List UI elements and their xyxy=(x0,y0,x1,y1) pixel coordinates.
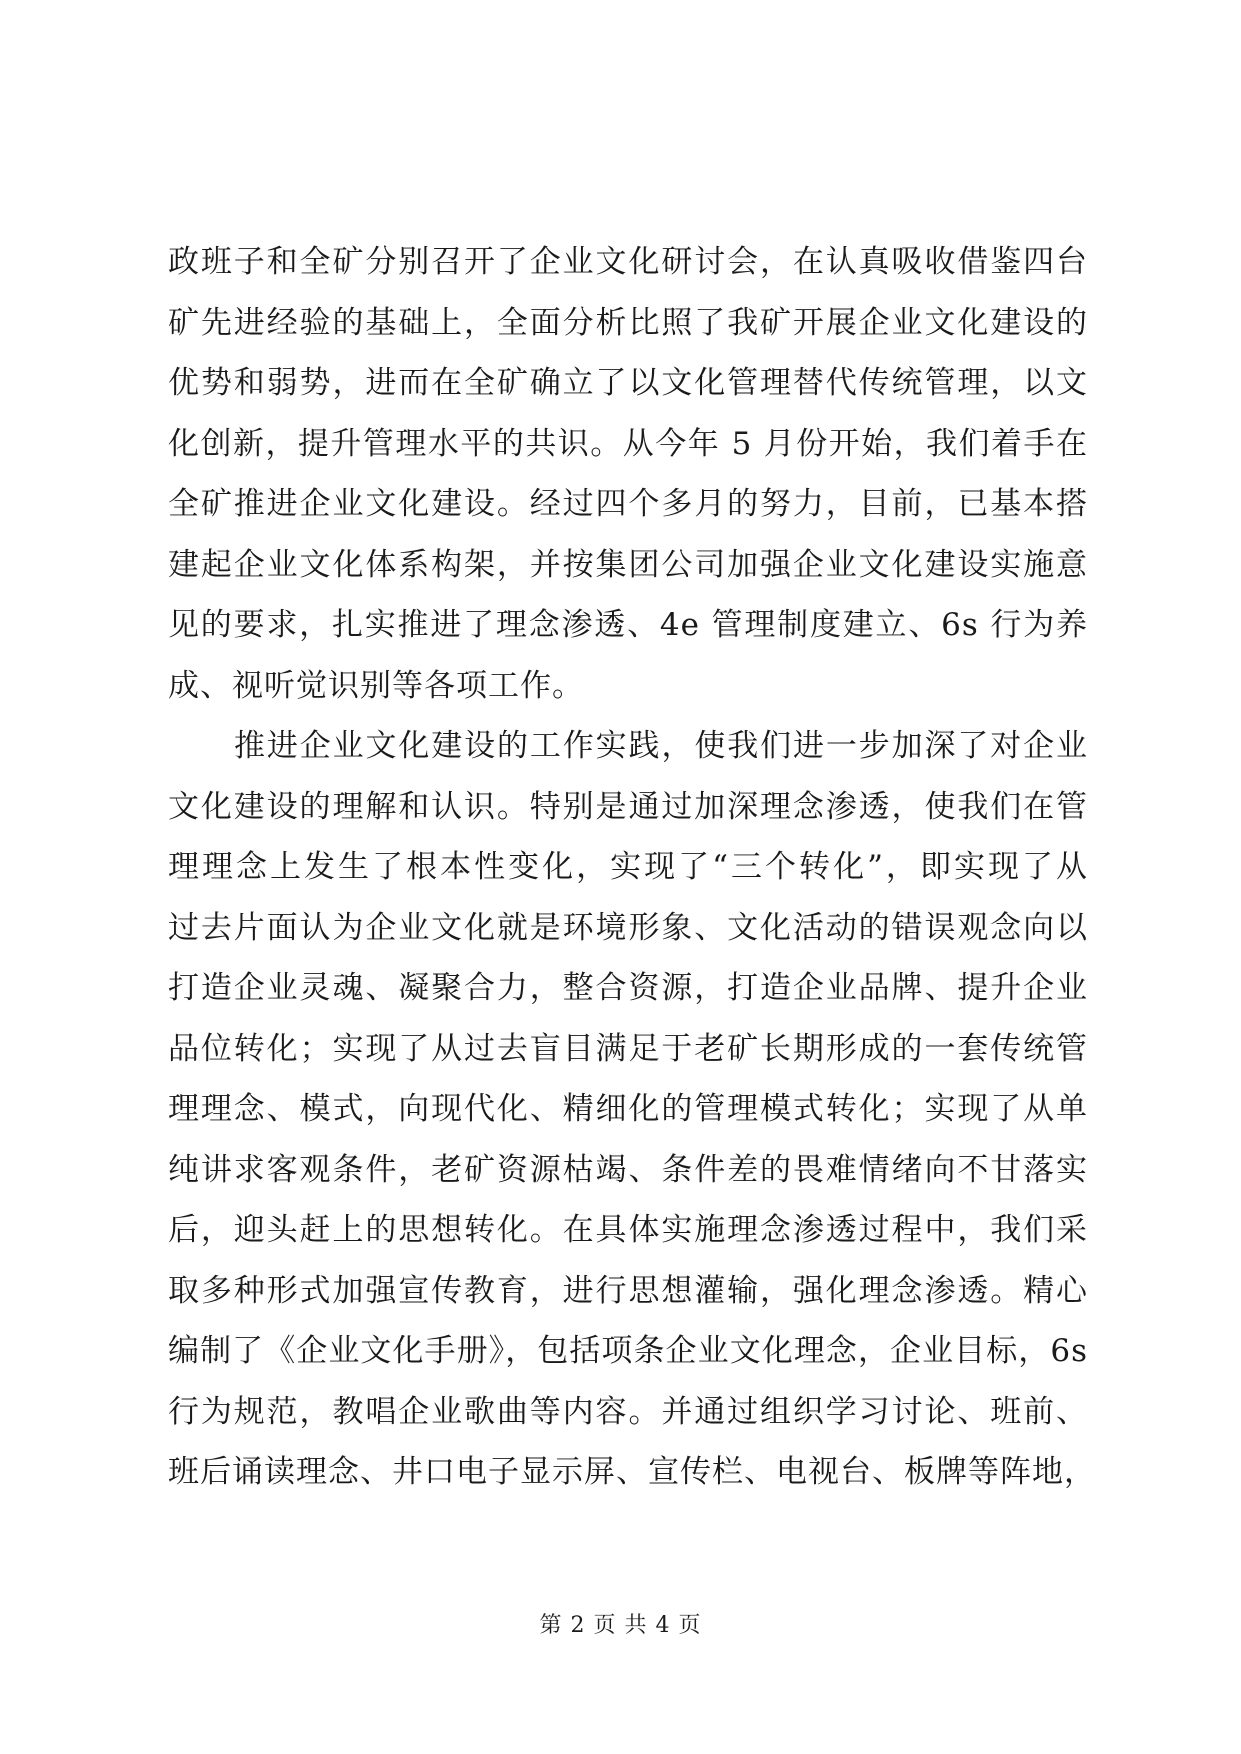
paragraph-2 xyxy=(168,716,1096,1503)
text-line: 纯讲求客观条件，老矿资源枯竭、条件差的畏难情绪向不甘落实 xyxy=(168,1151,1088,1188)
text-line: 班后诵读理念、井口电子显示屏、宣传栏、电视台、板牌等阵地， xyxy=(168,1454,1096,1490)
text-line: 推进企业文化建设的工作实践，使我们进一步加深了对企业 xyxy=(234,728,1088,764)
text-line: 成、视听觉识别等各项工作。 xyxy=(168,667,584,704)
text-line: 化创新，提升管理水平的共识。从今年 5 月份开始，我们着手在 xyxy=(168,425,1088,462)
text-line: 文化建设的理解和认识。特别是通过加深理念渗透，使我们在管 xyxy=(168,788,1088,825)
page-number-footer: 第 2 页 共 4 页 xyxy=(539,1613,702,1638)
body-text xyxy=(168,232,1096,1503)
text-line: 建起企业文化体系构架，并按集团公司加强企业文化建设实施意 xyxy=(168,546,1088,583)
text-line: 政班子和全矿分别召开了企业文化研讨会，在认真吸收借鉴四台 xyxy=(168,244,1088,280)
text-line: 打造企业灵魂、凝聚合力，整合资源，打造企业品牌、提升企业 xyxy=(168,970,1088,1006)
text-line: 后，迎头赶上的思想转化。在具体实施理念渗透过程中，我们采 xyxy=(168,1212,1088,1248)
text-line: 编制了《企业文化手册》，包括项条企业文化理念，企业目标，6s xyxy=(168,1333,1088,1369)
text-line: 行为规范，教唱企业歌曲等内容。并通过组织学习讨论、班前、 xyxy=(168,1393,1088,1430)
text-line: 全矿推进企业文化建设。经过四个多月的努力，目前，已基本搭 xyxy=(168,486,1088,522)
text-line: 理理念、模式，向现代化、精细化的管理模式转化；实现了从单 xyxy=(168,1091,1088,1127)
text-line: 矿先进经验的基础上，全面分析比照了我矿开展企业文化建设的 xyxy=(168,304,1088,341)
text-line: 取多种形式加强宣传教育，进行思想灌输，强化理念渗透。精心 xyxy=(168,1272,1088,1309)
text-line: 理理念上发生了根本性变化，实现了“三个转化”，即实现了从 xyxy=(168,849,1088,885)
text-line: 优势和弱势，进而在全矿确立了以文化管理替代传统管理，以文 xyxy=(168,365,1088,401)
paragraph-1 xyxy=(168,232,1088,716)
text-line: 品位转化；实现了从过去盲目满足于老矿长期形成的一套传统管 xyxy=(168,1030,1088,1067)
text-line: 过去片面认为企业文化就是环境形象、文化活动的错误观念向以 xyxy=(168,909,1088,946)
text-line: 见的要求，扎实推进了理念渗透、4e 管理制度建立、6s 行为养 xyxy=(168,607,1088,643)
